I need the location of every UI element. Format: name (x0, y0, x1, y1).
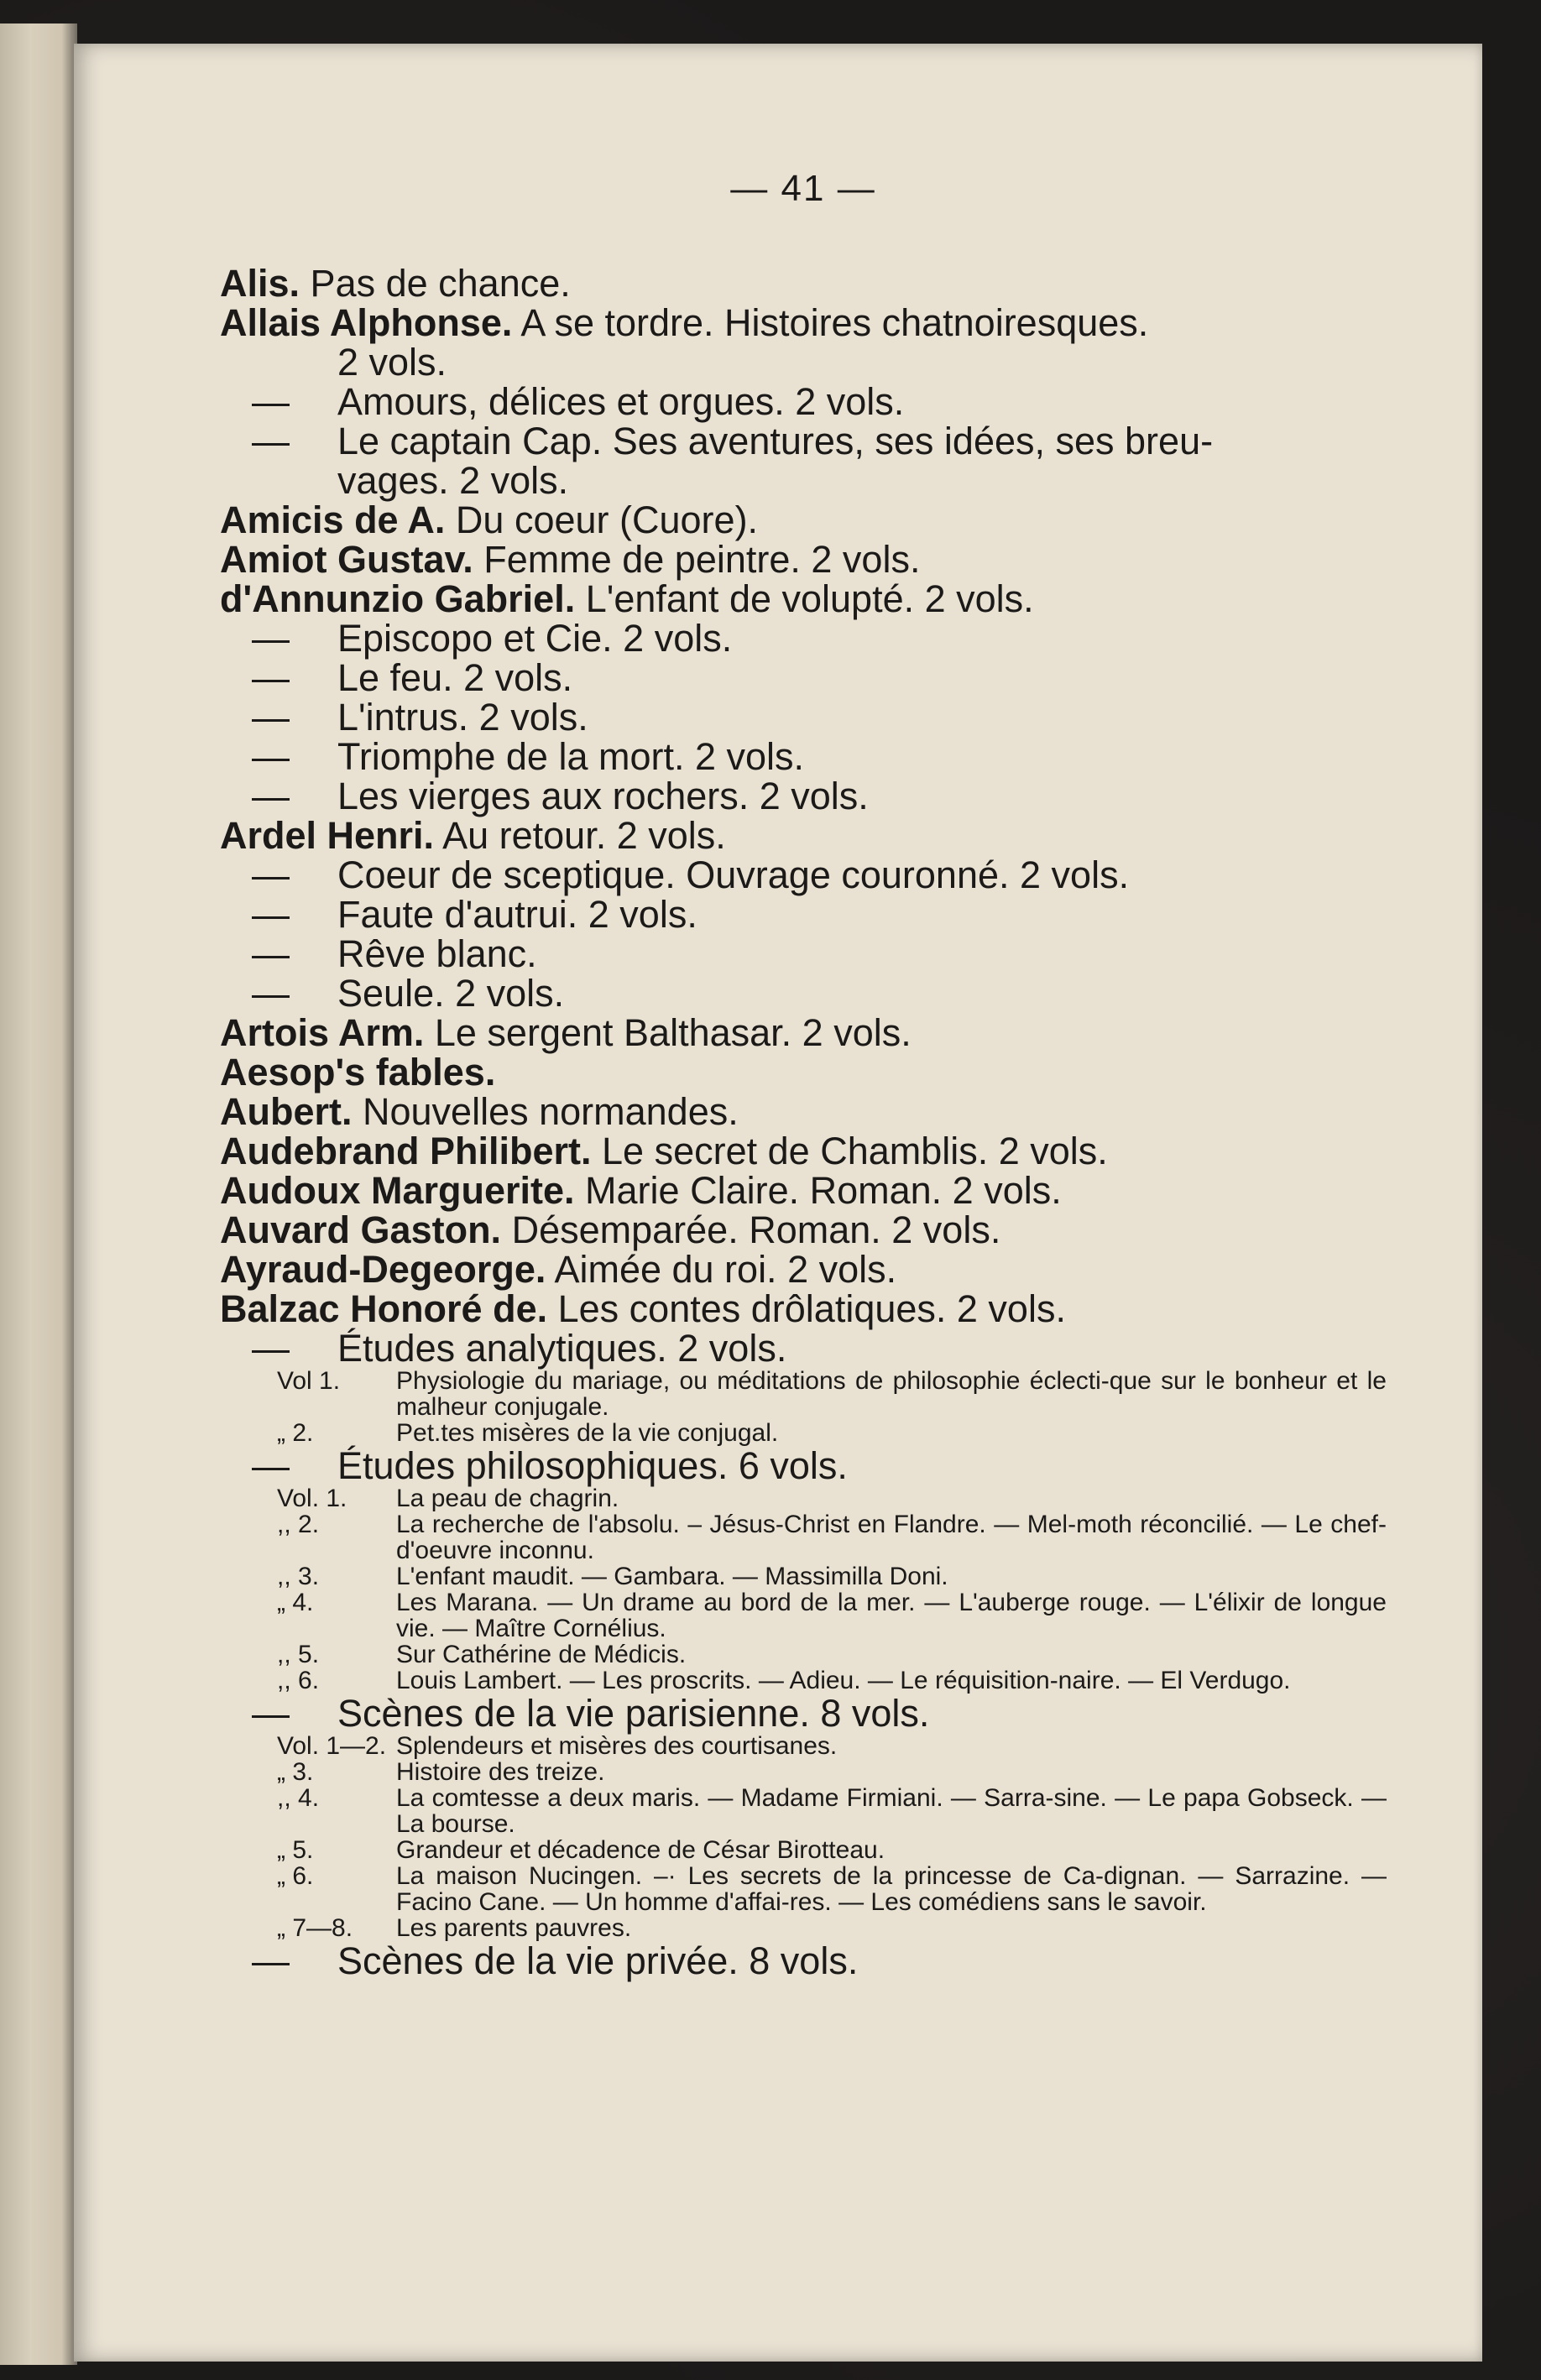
ditto-dash: — (252, 775, 290, 817)
volume-entry (220, 1863, 1387, 1915)
catalog-entry (220, 1171, 1387, 1210)
entry-title: Le captain Cap. Ses aventures, ses idées, ses breu- (337, 420, 1214, 462)
catalog-entry (220, 579, 1387, 618)
volume-contents: Splendeurs et misères des courtisanes. (396, 1732, 838, 1760)
ditto-dash: — (252, 735, 290, 778)
catalog-entry (220, 816, 1387, 855)
entry-title: Nouvelles normandes. (352, 1090, 739, 1133)
volume-label: „ 2. (277, 1419, 314, 1447)
entry-title: Amours, délices et orgues. 2 vols. (337, 380, 905, 423)
entry-title: Episcopo et Cie. 2 vols. (337, 617, 733, 660)
ditto-dash: — (252, 972, 290, 1015)
catalog-entry (220, 1052, 1387, 1092)
author-name: Ardel Henri. (220, 814, 435, 857)
volume-contents: Louis Lambert. — Les proscrits. — Adieu. — Le réquisition-naire. — El Verdugo. (396, 1667, 1291, 1694)
entry-title: Au retour. 2 vols. (434, 814, 726, 857)
catalog-subentry (220, 1328, 1387, 1368)
author-name: Amicis de A. (220, 498, 446, 541)
author-name: Alis. (220, 262, 300, 305)
author-name: Audoux Marguerite. (220, 1169, 575, 1212)
entry-title: Marie Claire. Roman. 2 vols. (574, 1169, 1062, 1212)
volume-label: ,, 4. (277, 1784, 320, 1812)
catalog-entry (220, 1131, 1387, 1171)
author-name: Ayraud-Degeorge. (220, 1248, 546, 1291)
catalog-subentry (220, 776, 1387, 816)
entry-title: Femme de peintre. 2 vols. (473, 538, 921, 581)
volume-contents: La comtesse a deux maris. — Madame Firmiani. — Sarra-sine. — Le papa Gobseck. — La bourse. (396, 1784, 1387, 1838)
volume-label: ,, 2. (277, 1511, 320, 1538)
entry-title: Scènes de la vie privée. 8 vols. (337, 1939, 859, 1982)
catalog-content (220, 168, 1387, 1981)
author-name: d'Annunzio Gabriel. (220, 577, 576, 620)
volume-entry (220, 1511, 1387, 1563)
volume-label: ,, 6. (277, 1667, 320, 1694)
catalog-subentry (220, 618, 1387, 658)
volume-label: Vol. 1. (277, 1485, 347, 1512)
author-name: Artois Arm. (220, 1011, 425, 1054)
entry-title: Triomphe de la mort. 2 vols. (337, 735, 805, 778)
catalog-subentry (220, 895, 1387, 934)
ditto-dash: — (252, 853, 290, 896)
catalog-entry (220, 1092, 1387, 1131)
volume-entry (220, 1589, 1387, 1641)
ditto-dash: — (252, 656, 290, 699)
ditto-dash: — (252, 1939, 290, 1982)
volume-entry (220, 1420, 1387, 1446)
entry-title: L'enfant de volupté. 2 vols. (575, 577, 1034, 620)
catalog-subentry (220, 855, 1387, 895)
volume-contents: L'enfant maudit. — Gambara. — Massimilla Doni. (396, 1563, 948, 1590)
entry-title: Études analytiques. 2 vols. (337, 1327, 787, 1370)
catalog-subentry (220, 737, 1387, 776)
entry-title: Le feu. 2 vols. (337, 656, 573, 699)
author-name: Balzac Honoré de. (220, 1287, 548, 1330)
catalog-subentry (220, 697, 1387, 737)
entry-title: Études philosophiques. 6 vols. (337, 1444, 848, 1487)
catalog-entry (220, 303, 1387, 342)
ditto-dash: — (252, 893, 290, 936)
volume-label: Vol. 1—2. (277, 1732, 387, 1760)
volume-contents: Sur Cathérine de Médicis. (396, 1641, 687, 1668)
volume-label: „ 7—8. (277, 1914, 353, 1942)
catalog-subentry (220, 934, 1387, 973)
catalog-subentry (220, 382, 1387, 421)
volume-label: „ 6. (277, 1862, 314, 1890)
entry-title: Les contes drôlatiques. 2 vols. (547, 1287, 1066, 1330)
catalog-entry (220, 264, 1387, 303)
volume-contents: Les parents pauvres. (396, 1914, 632, 1942)
entry-title: A se tordre. Histoires chatnoiresques. (512, 301, 1149, 344)
catalog-subentry (220, 973, 1387, 1013)
volume-entry (220, 1785, 1387, 1837)
ditto-dash: — (252, 380, 290, 423)
catalog-entry (220, 1210, 1387, 1250)
volume-entry (220, 1563, 1387, 1589)
catalog-subentry (220, 658, 1387, 697)
author-name: Auvard Gaston. (220, 1208, 502, 1251)
volume-entry (220, 1368, 1387, 1420)
entry-title: Faute d'autrui. 2 vols. (337, 893, 697, 936)
volume-contents: Pet.tes misères de la vie conjugal. (396, 1419, 779, 1447)
catalog-subentry (220, 1941, 1387, 1981)
ditto-dash: — (252, 1327, 290, 1370)
ditto-dash: — (252, 696, 290, 739)
volume-entry (220, 1837, 1387, 1863)
volume-entry (220, 1668, 1387, 1694)
volume-contents: La peau de chagrin. (396, 1485, 619, 1512)
ditto-dash: — (252, 1692, 290, 1735)
author-name: Aesop's fables. (220, 1051, 496, 1093)
volume-entry (220, 1915, 1387, 1941)
ditto-dash: — (252, 420, 290, 462)
volume-label: „ 4. (277, 1589, 314, 1616)
volume-contents: Histoire des treize. (396, 1758, 605, 1786)
catalog-entry (220, 1250, 1387, 1289)
entry-title: Désemparée. Roman. 2 vols. (501, 1208, 1001, 1251)
previous-page-edge (0, 23, 77, 2365)
entry-title: Coeur de sceptique. Ouvrage couronné. 2 vols. (337, 853, 1130, 896)
entry-title: Scènes de la vie parisienne. 8 vols. (337, 1692, 930, 1735)
entry-title: Les vierges aux rochers. 2 vols. (337, 775, 869, 817)
author-name: Audebrand Philibert. (220, 1130, 592, 1172)
volume-contents: Physiologie du mariage, ou méditations de philosophie éclecti-que sur le bonheur et le malheur conjugale. (396, 1367, 1387, 1421)
catalog-subentry (220, 1694, 1387, 1733)
entry-continuation: 2 vols. (337, 341, 447, 384)
ditto-dash: — (252, 617, 290, 660)
entry-title: Du coeur (Cuore). (445, 498, 759, 541)
author-name: Amiot Gustav. (220, 538, 473, 581)
volume-label: „ 5. (277, 1836, 314, 1864)
entry-title: Rêve blanc. (337, 932, 537, 975)
catalog-subentry (220, 1446, 1387, 1485)
volume-contents: La recherche de l'absolu. – Jésus-Christ en Flandre. — Mel-moth réconcilié. — Le chef-d'oeuvre inconnu. (396, 1511, 1387, 1564)
volume-entry (220, 1759, 1387, 1785)
book-page (74, 44, 1482, 2362)
entry-title: Seule. 2 vols. (337, 972, 565, 1015)
catalog-entries (220, 264, 1387, 1981)
entry-title: Le sergent Balthasar. 2 vols. (424, 1011, 912, 1054)
entry-continuation: vages. 2 vols. (337, 459, 569, 502)
catalog-entry (220, 500, 1387, 540)
volume-entry (220, 1733, 1387, 1759)
ditto-dash: — (252, 932, 290, 975)
volume-label: „ 3. (277, 1758, 314, 1786)
catalog-subentry (220, 421, 1387, 461)
catalog-entry (220, 1289, 1387, 1328)
volume-label: ,, 5. (277, 1641, 320, 1668)
page-number: — 41 — (730, 168, 876, 209)
volume-label: Vol 1. (277, 1367, 341, 1395)
volume-contents: Les Marana. — Un drame au bord de la mer. — L'auberge rouge. — L'élixir de longue vie. — Maître Cornélius. (396, 1589, 1387, 1642)
entry-title: L'intrus. 2 vols. (337, 696, 588, 739)
catalog-entry (220, 1013, 1387, 1052)
volume-label: ,, 3. (277, 1563, 320, 1590)
volume-entry (220, 1641, 1387, 1668)
volume-contents: La maison Nucingen. –· Les secrets de la princesse de Ca-dignan. — Sarrazine. — Facino Cane. — Un homme d'affai-res. — Les comédiens sans le savoir. (396, 1862, 1387, 1916)
entry-title: Pas de chance. (300, 262, 571, 305)
entry-title: Aimée du roi. 2 vols. (546, 1248, 897, 1291)
ditto-dash: — (252, 1444, 290, 1487)
volume-entry (220, 1485, 1387, 1511)
author-name: Aubert. (220, 1090, 353, 1133)
catalog-entry (220, 540, 1387, 579)
entry-title: Le secret de Chamblis. 2 vols. (591, 1130, 1108, 1172)
volume-contents: Grandeur et décadence de César Birotteau. (396, 1836, 885, 1864)
author-name: Allais Alphonse. (220, 301, 513, 344)
